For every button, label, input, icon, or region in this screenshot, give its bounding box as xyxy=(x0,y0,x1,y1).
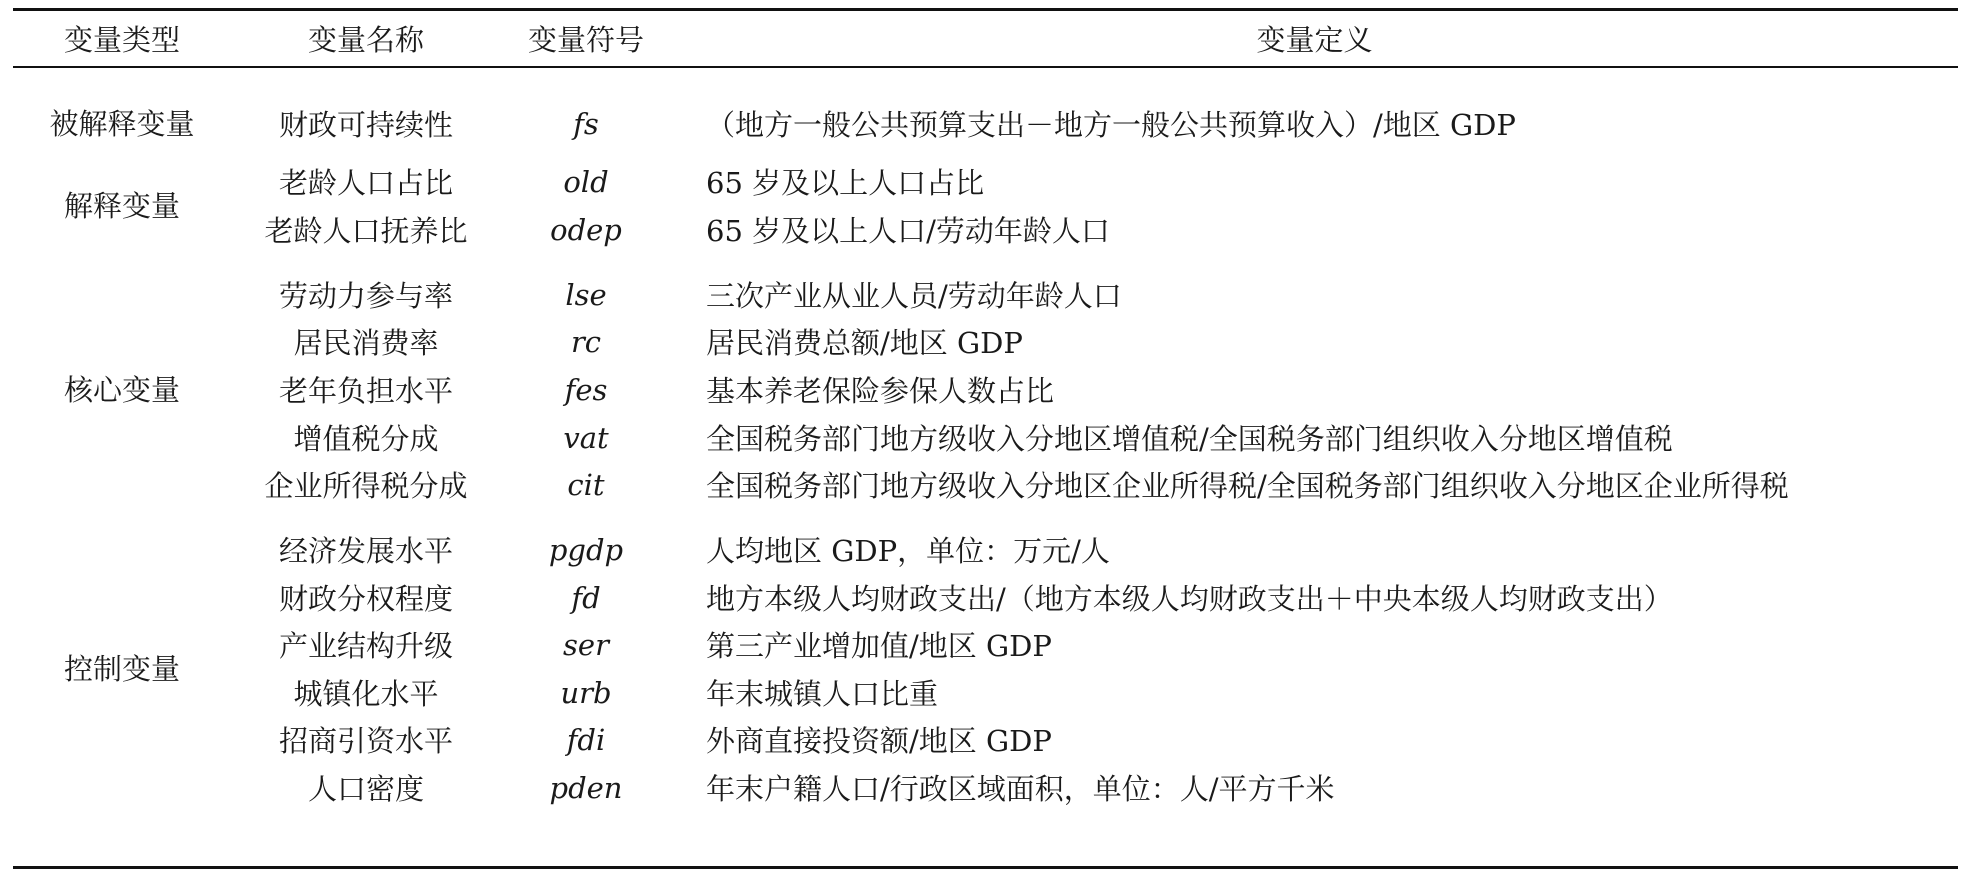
cell-variable-definition: 65 岁及以上人口占比 xyxy=(706,166,985,200)
cell-variable-name: 企业所得税分成 xyxy=(264,469,468,503)
cell-variable-symbol: pden xyxy=(549,770,623,805)
cell-variable-name: 老龄人口占比 xyxy=(278,166,453,200)
table-row xyxy=(13,366,1958,414)
cell-variable-definition: 第三产业增加值/地区 GDP xyxy=(706,629,1052,663)
table-row xyxy=(13,574,1958,622)
cell-variable-symbol: fs xyxy=(573,106,599,141)
cell-variable-symbol: fd xyxy=(571,580,601,615)
cell-variable-definition: 全国税务部门地方级收入分地区增值税/全国税务部门组织收入分地区增值税 xyxy=(706,422,1673,456)
variable-definition-table xyxy=(13,8,1958,871)
cell-variable-definition: 三次产业从业人员/劳动年龄人口 xyxy=(706,279,1122,313)
cell-variable-definition: 居民消费总额/地区 GDP xyxy=(706,326,1023,360)
cell-variable-definition: 外商直接投资额/地区 GDP xyxy=(706,724,1052,758)
cell-variable-symbol: vat xyxy=(563,420,609,455)
table-row xyxy=(13,318,1958,366)
table-row xyxy=(13,669,1958,717)
cell-variable-definition: 地方本级人均财政支出/（地方本级人均财政支出＋中央本级人均财政支出） xyxy=(706,582,1673,616)
cell-variable-symbol: rc xyxy=(570,324,602,359)
table-row xyxy=(13,271,1958,319)
table-row xyxy=(13,158,1958,206)
table-row xyxy=(13,621,1958,669)
header-variable-definition: 变量定义 xyxy=(1256,23,1373,57)
table-row xyxy=(13,526,1958,574)
cell-variable-name: 招商引资水平 xyxy=(278,724,453,758)
cell-variable-definition: 基本养老保险参保人数占比 xyxy=(706,374,1055,408)
cell-variable-symbol: pgdp xyxy=(548,532,624,567)
table-row xyxy=(13,100,1958,148)
cell-variable-name: 老年负担水平 xyxy=(278,374,453,408)
group-label: 控制变量 xyxy=(63,651,180,686)
table-row xyxy=(13,414,1958,462)
cell-variable-definition: 年末户籍人口/行政区域面积，单位：人/平方千米 xyxy=(706,772,1335,806)
cell-variable-name: 产业结构升级 xyxy=(278,629,453,663)
group-label: 核心变量 xyxy=(63,372,180,407)
cell-variable-symbol: urb xyxy=(560,675,612,710)
cell-variable-definition: 人均地区 GDP，单位：万元/人 xyxy=(706,534,1110,568)
cell-variable-symbol: odep xyxy=(550,212,622,247)
table-header-row xyxy=(13,11,1958,66)
header-variable-symbol: 变量符号 xyxy=(527,23,644,57)
cell-variable-symbol: ser xyxy=(563,627,609,662)
cell-variable-symbol: fes xyxy=(564,372,608,407)
cell-variable-definition: （地方一般公共预算支出－地方一般公共预算收入）/地区 GDP xyxy=(706,108,1516,142)
cell-variable-name: 城镇化水平 xyxy=(293,677,439,711)
cell-variable-name: 居民消费率 xyxy=(293,326,439,360)
group-label: 解释变量 xyxy=(63,188,180,223)
header-variable-type: 变量类型 xyxy=(63,23,180,57)
cell-variable-name: 财政可持续性 xyxy=(278,108,453,142)
cell-variable-symbol: cit xyxy=(567,467,605,502)
cell-variable-name: 劳动力参与率 xyxy=(278,279,453,313)
cell-variable-name: 财政分权程度 xyxy=(278,582,453,616)
cell-variable-name: 人口密度 xyxy=(307,772,424,806)
table-row xyxy=(13,461,1958,509)
bottom-rule xyxy=(13,866,1958,869)
header-variable-name: 变量名称 xyxy=(307,23,424,57)
group-label: 被解释变量 xyxy=(49,106,195,141)
table-row xyxy=(13,206,1958,254)
cell-variable-symbol: lse xyxy=(565,277,607,312)
table-body xyxy=(13,68,1958,871)
cell-variable-definition: 年末城镇人口比重 xyxy=(706,677,939,711)
cell-variable-symbol: old xyxy=(563,164,609,199)
cell-variable-symbol: fdi xyxy=(566,722,606,757)
table-row xyxy=(13,764,1958,812)
cell-variable-definition: 全国税务部门地方级收入分地区企业所得税/全国税务部门组织收入分地区企业所得税 xyxy=(706,469,1789,503)
cell-variable-name: 老龄人口抚养比 xyxy=(264,214,468,248)
cell-variable-definition: 65 岁及以上人口/劳动年龄人口 xyxy=(706,214,1110,248)
table-row xyxy=(13,716,1958,764)
cell-variable-name: 经济发展水平 xyxy=(278,534,453,568)
cell-variable-name: 增值税分成 xyxy=(293,422,439,456)
